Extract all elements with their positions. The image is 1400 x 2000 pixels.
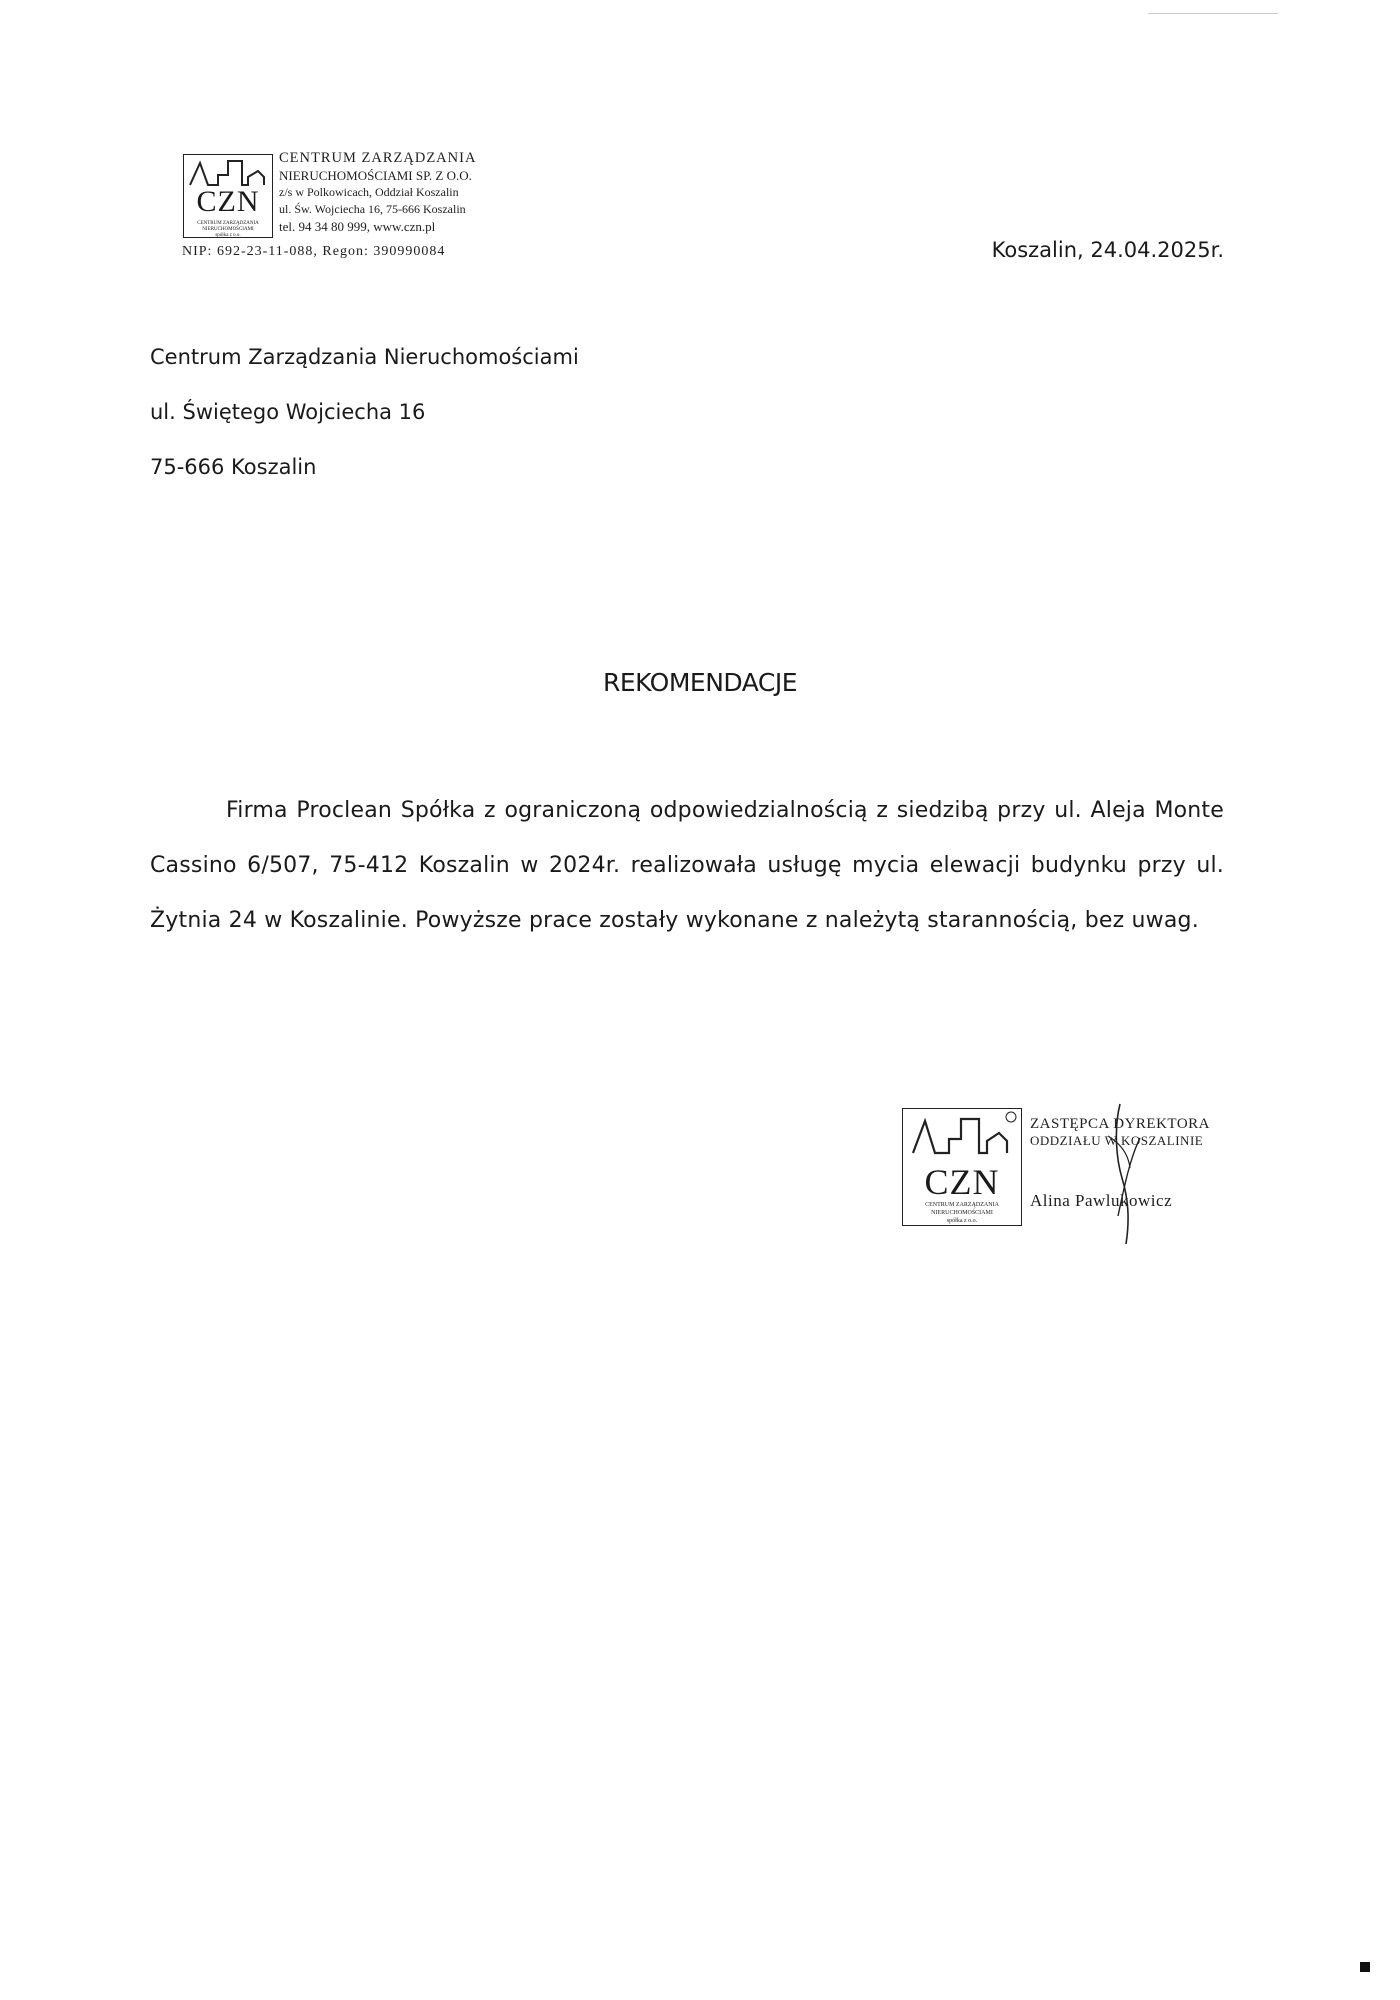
logo-caption-3: spółka z o.o. [215, 233, 241, 238]
skyline-icon [184, 155, 272, 189]
recipient-street: ul. Świętego Wojciecha 16 [150, 400, 426, 424]
company-seat-line: z/s w Polkowicach, Oddział Koszalin [279, 185, 459, 199]
company-contact-line: tel. 94 34 80 999, www.czn.pl [279, 219, 436, 234]
document-title: REKOMENDACJE [602, 668, 798, 697]
logo-letters: CZN [924, 1162, 1000, 1202]
recipient-name: Centrum Zarządzania Nieruchomościami [150, 345, 579, 369]
company-name-line-1: CENTRUM ZARZĄDZANIA [279, 150, 477, 166]
company-address-line: ul. Św. Wojciecha 16, 75-666 Koszalin [279, 202, 466, 216]
document-date: Koszalin, 24.04.2025r. [991, 238, 1224, 262]
czn-logo-stamp [902, 1108, 1022, 1226]
signatory-name: Alina Pawlukowicz [1030, 1191, 1173, 1210]
logo-caption-1: CENTRUM ZARZĄDZANIA [925, 1202, 999, 1208]
recipient-city: 75-666 Koszalin [150, 455, 317, 479]
signatory-role-2: ODDZIAŁU W KOSZALINIE [1030, 1133, 1204, 1148]
signatory-role-1: ZASTĘPCA DYREKTORA [1030, 1116, 1210, 1132]
scan-mark [1360, 1962, 1370, 1972]
czn-logo [183, 154, 273, 238]
logo-caption-2: NIERUCHOMOŚCIAMI [202, 227, 254, 232]
scan-line [1148, 13, 1278, 14]
company-details [279, 150, 476, 235]
logo-caption-3: spółka z o.o. [946, 1218, 978, 1224]
nip-regon-line: NIP: 692-23-11-088, Regon: 390990084 [182, 244, 446, 259]
signature-stamp [902, 1098, 1232, 1230]
logo-caption-2: NIERUCHOMOŚCIAMI [931, 1210, 993, 1216]
logo-letters: CZN [196, 185, 260, 218]
company-header-stamp [183, 150, 503, 270]
logo-caption-1: CENTRUM ZARZĄDZANIA [197, 221, 259, 226]
recommendation-body: Firma Proclean Spółka z ograniczoną odpowiedzialnością z siedzibą przy ul. Aleja Monte Cassino 6/507, 75-412 Koszalin w 2024r. realizowała usługę mycia elewacji budynku przy ul. Żytnia 24 w Koszalinie. Powyższe prace zostały wykonane z należytą starannością, bez uwag. [150, 798, 1224, 933]
handwritten-signature [1100, 1098, 1150, 1248]
company-name-line-2: NIERUCHOMOŚCIAMI SP. Z O.O. [279, 168, 472, 183]
skyline-icon [903, 1109, 1021, 1159]
